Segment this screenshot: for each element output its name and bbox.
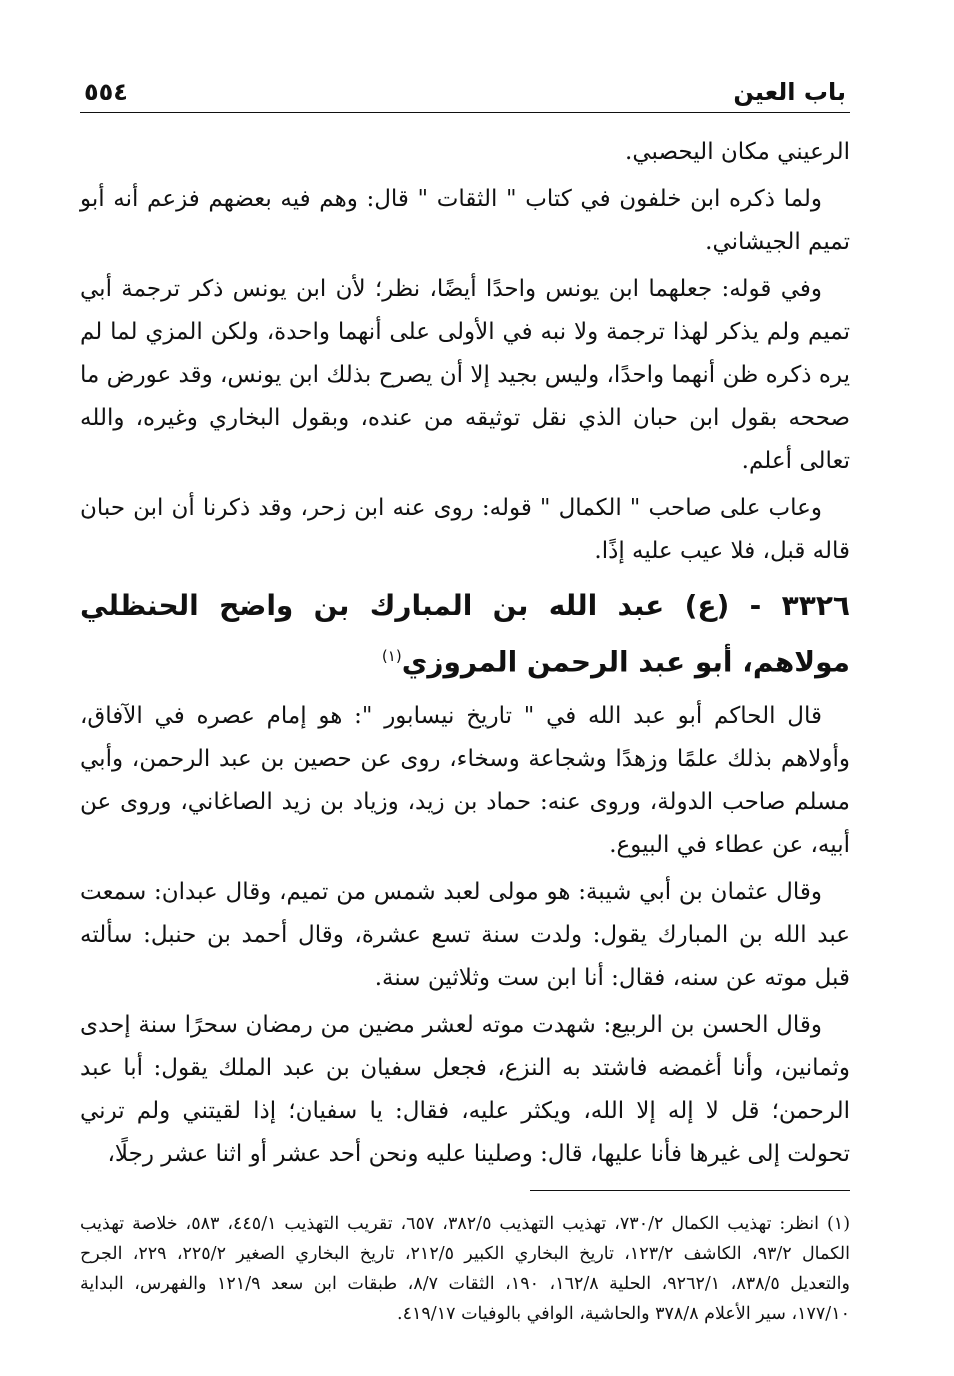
body-text (80, 131, 850, 1176)
footnote-divider (530, 1190, 850, 1191)
footnote: (١) انظر: تهذيب الكمال ٧٣٠/٢، تهذيب التهذيب ٣٨٢/٥، ٦٥٧، تقريب التهذيب ٤٤٥/١، ٥٨٣، خلاصة تهذيب الكمال ٩٣/٢، الكاشف ١٢٣/٢، تاريخ البخاري الكبير ٢١٢/٥، تاريخ البخاري الصغير ٢٢٥/٢، ٢٢٩، الجرح والتعديل ٨٣٨/٥، ٩٢٦٢/١، الحلية ١٦٢/٨، ١٩٠، الثقات ٨/٧، طبقات ابن سعد ١٢١/٩ والفهرس، البداية ١٧٧/١٠، سير الأعلام ٣٧٨/٨ والحاشية، الوافي بالوفيات ٤١٩/١٧. (80, 1213, 851, 1324)
running-head (80, 60, 850, 113)
paragraph: وقال الحسن بن الربيع: شهدت موته لعشر مضين من رمضان سحرًا سنة إحدى وثمانين، وأنا أغمضه فاشتد به النزع، فجعل سفيان بن عبد الملك يقول: أبا عبد الرحمن؛ قل لا إله إلا الله، ويكثر عليه، فقال: يا سفيان؛ إذا لقيتني ولم ترني تحولت إلى غيرها فأنا عليها، قال: وصلينا عليه ونحن أحد عشر أو اثنا عشر رجلًا، (80, 1012, 850, 1168)
paragraph: وعاب على صاحب " الكمال " قوله: روى عنه ابن زحر، وقد ذكرنا أن ابن حبان قاله قبل، فلا عيب عليه إذًا. (80, 495, 850, 564)
paragraph: قال الحاكم أبو عبد الله في " تاريخ نيسابور ": هو إمام عصره في الآفاق، وأولاهم بذلك علمًا وزهدًا وشجاعة وسخاء، روى عن حصين بن عبد الرحمن، وأبي مسلم صاحب الدولة، وروى عنه: حماد بن زيد، وزياد بن زيد الصاغاني، وروى عن أبيه، عن عطاء في البيوع. (80, 703, 850, 859)
paragraph: وفي قوله: جعلهما ابن يونس واحدًا أيضًا، نظر؛ لأن ابن يونس ذكر ترجمة أبي تميم ولم يذكر لهذا ترجمة ولا نبه في الأولى على أنهما واحدة، ولكن المزي لما لم يره ذكره ظن أنهما واحدًا، وليس بجيد إلا أن يصرح بذلك ابن يونس، وقد عورض ما صححه بقول ابن حبان الذي نقل توثيقه من عنده، وبقول البخاري وغيره، والله تعالى أعلم. (80, 276, 851, 474)
paragraph: الرعيني مكان اليحصبي. (625, 139, 850, 165)
paragraph: وقال عثمان بن أبي شيبة: هو مولى لعبد شمس من تميم، وقال عبدان: سمعت عبد الله بن المبارك يقول: ولدت سنة تسع عشرة، وقال أحمد بن حنبل: سألته قبل موته عن سنه، فقال: أنا ابن ست وثلاثين سنة. (80, 879, 850, 992)
paragraph: ولما ذكره ابن خلفون في كتاب " الثقات " قال: وهم فيه بعضهم فزعم أنه أبو تميم الجيشاني. (80, 186, 850, 255)
entry-heading (80, 581, 850, 687)
chapter-title: باب العين (733, 78, 846, 106)
footnote-reference[interactable]: (١) (381, 647, 402, 665)
page-number: ٥٥٤ (84, 78, 128, 106)
document-page (80, 60, 850, 1346)
entry-title: ٣٣٢٦ - (ع) عبد الله بن المبارك بن واضح الحنظلي مولاهم، أبو عبد الرحمن المروزي (80, 589, 850, 679)
